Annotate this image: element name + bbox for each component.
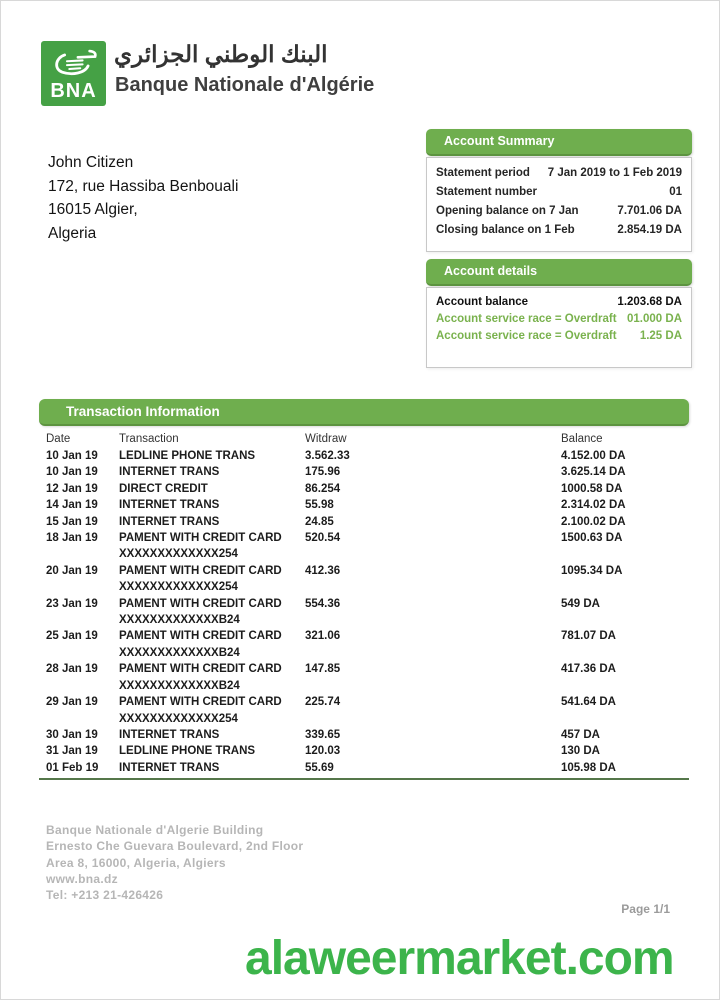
transaction-name: PAMENT WITH CREDIT CARD: [119, 696, 282, 709]
account-summary-title: Account Summary: [426, 129, 692, 156]
transaction-row: [39, 464, 689, 480]
transaction-description: [119, 596, 305, 629]
transaction-date: 23 Jan 19: [46, 597, 98, 610]
transaction-description: [119, 530, 305, 563]
transaction-description: [119, 481, 305, 497]
transaction-balance: 417.36 DA: [561, 663, 616, 676]
transaction-balance: 1000.58 DA: [561, 482, 623, 495]
transaction-date: 25 Jan 19: [46, 630, 98, 643]
transaction-witdraw: 86.254: [305, 482, 341, 495]
transaction-witdraw: 120.03: [305, 745, 341, 758]
transaction-section-title: Transaction Information: [39, 399, 689, 426]
transaction-witdraw: 24.85: [305, 515, 334, 528]
transaction-witdraw: 55.98: [305, 499, 334, 512]
transaction-name: LEDLINE PHONE TRANS: [119, 745, 256, 758]
transaction-card-mask: XXXXXXXXXXXXX254: [119, 548, 238, 561]
logo-text: BNA: [50, 80, 97, 102]
transaction-row: [39, 596, 689, 629]
transaction-card-mask: XXXXXXXXXXXXX254: [119, 712, 238, 725]
transaction-name: PAMENT WITH CREDIT CARD: [119, 597, 282, 610]
bank-name-french: Banque Nationale d'Algérie: [115, 74, 375, 96]
account-summary-box: [426, 129, 692, 252]
transaction-description: [119, 514, 305, 530]
transaction-row: [39, 497, 689, 513]
row-value: 2.854.19 DA: [617, 224, 682, 236]
transaction-witdraw: 147.85: [305, 663, 341, 676]
column-header-date: Date: [46, 433, 71, 445]
transaction-row: [39, 727, 689, 743]
transaction-card-mask: XXXXXXXXXXXXXB24: [119, 614, 240, 627]
transaction-balance: 541.64 DA: [561, 696, 616, 709]
transaction-name: PAMENT WITH CREDIT CARD: [119, 532, 282, 545]
footer-line: www.bna.dz: [46, 871, 118, 886]
transaction-witdraw: 520.54: [305, 532, 341, 545]
transaction-name: INTERNET TRANS: [119, 466, 220, 479]
bna-logo: [41, 41, 106, 106]
transaction-row: [39, 661, 689, 694]
transaction-balance: 2.314.02 DA: [561, 499, 626, 512]
watermark-text: alaweermarket.com: [245, 932, 674, 985]
recipient-address-line: John Citizen: [48, 154, 134, 171]
transaction-name: INTERNET TRANS: [119, 728, 220, 741]
transaction-name: INTERNET TRANS: [119, 515, 220, 528]
row-value: 7.701.06 DA: [617, 205, 682, 217]
transaction-balance: 4.152.00 DA: [561, 450, 626, 462]
transaction-description: [119, 694, 305, 727]
transaction-table-body: [39, 448, 689, 776]
transaction-row: [39, 743, 689, 759]
transaction-card-mask: XXXXXXXXXXXXX254: [119, 581, 238, 594]
row-label: Statement number: [436, 186, 537, 198]
transaction-row: [39, 530, 689, 563]
page-number: Page 1/1: [621, 902, 670, 916]
footer-line: Tel: +213 21-426426: [46, 888, 164, 903]
transaction-witdraw: 225.74: [305, 696, 341, 709]
key-value-row: [436, 164, 682, 183]
row-value: 7 Jan 2019 to 1 Feb 2019: [547, 167, 682, 179]
transaction-card-mask: XXXXXXXXXXXXXB24: [119, 679, 240, 692]
key-value-row: [436, 183, 682, 202]
transaction-row: [39, 448, 689, 464]
transaction-description: [119, 661, 305, 694]
transaction-witdraw: 175.96: [305, 466, 341, 479]
transaction-row: [39, 760, 689, 776]
transaction-date: 30 Jan 19: [46, 728, 98, 741]
bank-footer-address: [46, 822, 303, 903]
row-label: Closing balance on 1 Feb: [436, 224, 575, 236]
key-value-row: [436, 311, 682, 328]
transaction-name: PAMENT WITH CREDIT CARD: [119, 663, 282, 676]
transaction-row: [39, 481, 689, 497]
transaction-balance: 130 DA: [561, 745, 600, 758]
transaction-table-header: [39, 431, 689, 448]
transaction-row: [39, 563, 689, 596]
key-value-row: [436, 328, 682, 345]
transaction-witdraw: 3.562.33: [305, 450, 350, 462]
transaction-witdraw: 55.69: [305, 761, 334, 774]
transaction-description: [119, 743, 305, 759]
transaction-date: 18 Jan 19: [46, 532, 98, 545]
row-label: Statement period: [436, 167, 530, 179]
transaction-date: 28 Jan 19: [46, 663, 98, 676]
transaction-row: [39, 694, 689, 727]
recipient-address: [48, 151, 238, 245]
transaction-balance: 3.625.14 DA: [561, 466, 626, 479]
transaction-balance: 105.98 DA: [561, 761, 616, 774]
transaction-balance: 2.100.02 DA: [561, 515, 626, 528]
recipient-address-line: 16015 Algier,: [48, 201, 138, 218]
transaction-name: INTERNET TRANS: [119, 761, 220, 774]
transaction-witdraw: 321.06: [305, 630, 341, 643]
row-value: 1.203.68 DA: [617, 296, 682, 308]
transaction-name: LEDLINE PHONE TRANS: [119, 450, 256, 462]
footer-line: Area 8, 16000, Algeria, Algiers: [46, 855, 226, 870]
transaction-description: [119, 448, 305, 464]
transaction-name: DIRECT CREDIT: [119, 482, 208, 495]
transaction-description: [119, 760, 305, 776]
recipient-address-line: 172, rue Hassiba Benbouali: [48, 177, 239, 195]
transaction-date: 12 Jan 19: [46, 482, 98, 495]
row-value: 1.25 DA: [639, 330, 682, 342]
transaction-row: [39, 514, 689, 530]
transaction-balance: 457 DA: [561, 728, 600, 741]
key-value-row: [436, 221, 682, 240]
transaction-date: 10 Jan 19: [46, 450, 98, 462]
row-label: Account service race = Overdraft: [436, 313, 617, 325]
transaction-balance: 781.07 DA: [561, 630, 616, 643]
bna-calligraphy-icon: [49, 45, 99, 79]
transaction-balance: 1500.63 DA: [561, 532, 623, 545]
transaction-date: 20 Jan 19: [46, 564, 98, 577]
row-value: 01: [669, 186, 682, 198]
transaction-date: 01 Feb 19: [46, 761, 99, 774]
transaction-description: [119, 497, 305, 513]
account-summary-body: [426, 157, 692, 252]
transaction-witdraw: 412.36: [305, 564, 341, 577]
transaction-name: PAMENT WITH CREDIT CARD: [119, 564, 282, 577]
transaction-witdraw: 339.65: [305, 728, 341, 741]
transaction-description: [119, 464, 305, 480]
transaction-description: [119, 563, 305, 596]
row-value: 01.000 DA: [627, 313, 682, 325]
transaction-balance: 1095.34 DA: [561, 564, 623, 577]
recipient-address-line: Algeria: [48, 224, 97, 242]
footer-line: Ernesto Che Guevara Boulevard, 2nd Floor: [46, 839, 304, 854]
column-header-transaction: Transaction: [119, 433, 179, 445]
account-details-body: [426, 287, 692, 368]
footer-line: Banque Nationale d'Algerie Building: [46, 823, 264, 837]
transaction-section: [39, 399, 689, 780]
column-header-balance: Balance: [561, 433, 603, 445]
row-label: Account service race = Overdraft: [436, 330, 617, 342]
account-details-box: [426, 259, 692, 368]
row-label: Account balance: [436, 296, 529, 308]
transaction-date: 10 Jan 19: [46, 466, 98, 479]
transaction-description: [119, 628, 305, 661]
transaction-row: [39, 628, 689, 661]
column-header-witdraw: Witdraw: [305, 433, 347, 445]
transaction-witdraw: 554.36: [305, 597, 341, 610]
table-bottom-rule: [39, 778, 689, 780]
transaction-description: [119, 727, 305, 743]
account-details-title: Account details: [426, 259, 692, 286]
transaction-date: 15 Jan 19: [46, 515, 98, 528]
transaction-date: 14 Jan 19: [46, 499, 98, 512]
transaction-date: 31 Jan 19: [46, 745, 98, 758]
row-label: Opening balance on 7 Jan: [436, 205, 579, 217]
transaction-card-mask: XXXXXXXXXXXXXB24: [119, 646, 240, 659]
transaction-balance: 549 DA: [561, 597, 600, 610]
transaction-name: INTERNET TRANS: [119, 499, 220, 512]
key-value-row: [436, 294, 682, 311]
bank-name-arabic: البنك الوطني الجزائري: [114, 41, 328, 67]
transaction-date: 29 Jan 19: [46, 696, 98, 709]
transaction-name: PAMENT WITH CREDIT CARD: [119, 630, 282, 643]
key-value-row: [436, 202, 682, 221]
